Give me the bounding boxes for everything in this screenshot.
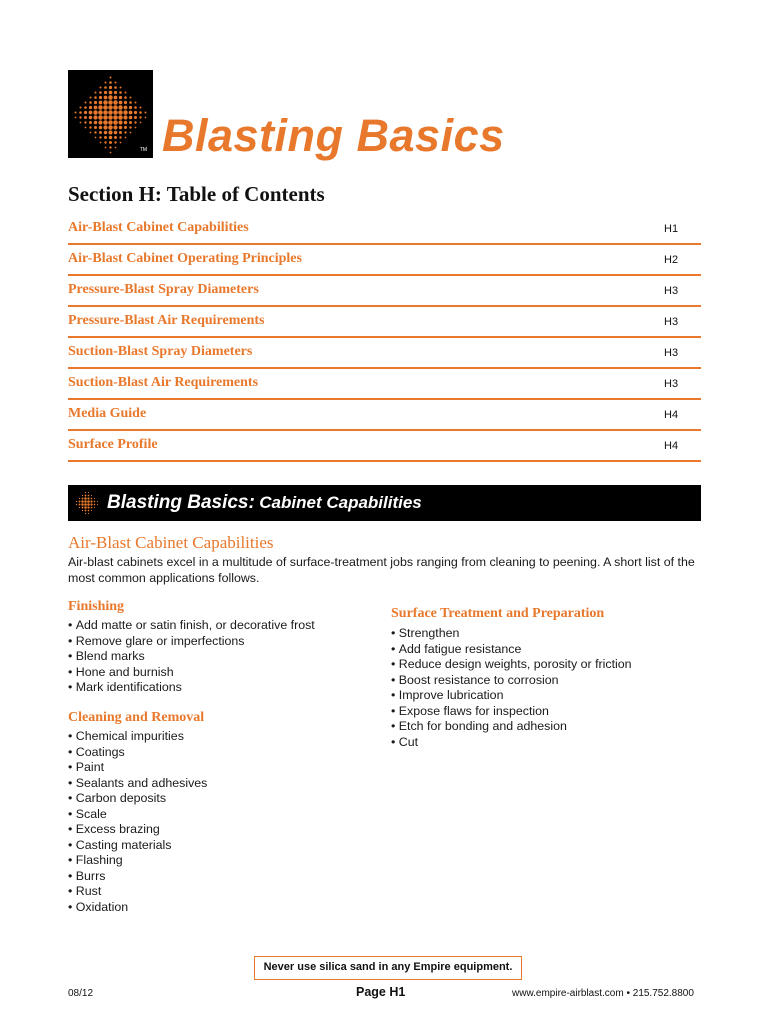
logo-dot bbox=[144, 111, 146, 113]
logo-dot bbox=[79, 111, 82, 114]
logo-dot bbox=[108, 95, 112, 99]
section-intro: Air-blast cabinets excel in a multitude of surface-treatment jobs ranging from cleaning to peening. A short list of the most common applications follows. bbox=[68, 555, 695, 585]
table-of-contents bbox=[68, 214, 701, 462]
toc-row[interactable] bbox=[68, 400, 701, 431]
logo-dot bbox=[119, 131, 122, 134]
logo-dot bbox=[104, 141, 106, 143]
footer-website[interactable]: www.empire-airblast.com • 215.752.8800 bbox=[512, 988, 694, 999]
logo-dot bbox=[89, 101, 92, 104]
logo-dot bbox=[125, 137, 127, 139]
logo-dot bbox=[103, 125, 107, 129]
logo-dot bbox=[109, 141, 112, 144]
logo-dot bbox=[85, 492, 86, 493]
toc-item-label[interactable]: Pressure-Blast Air Requirements bbox=[68, 313, 265, 328]
section-heading: Air-Blast Cabinet Capabilities bbox=[68, 533, 274, 552]
list-item: • Blend marks bbox=[68, 649, 315, 665]
logo-dot bbox=[84, 111, 87, 114]
logo-dot bbox=[82, 495, 83, 496]
toc-item-page: H3 bbox=[664, 347, 679, 359]
list-item: • Excess brazing bbox=[68, 822, 207, 838]
logo-dot bbox=[74, 111, 76, 113]
logo-dot bbox=[87, 503, 90, 506]
logo-dot bbox=[94, 498, 95, 499]
logo-dot bbox=[124, 121, 128, 125]
list-item: • Cut bbox=[391, 735, 632, 751]
list-item: • Mark identifications bbox=[68, 680, 315, 696]
logo-dot bbox=[119, 126, 123, 130]
logo-dot bbox=[76, 504, 77, 505]
logo-dot bbox=[88, 492, 89, 493]
logo-dot bbox=[99, 136, 101, 138]
logo-dot bbox=[113, 115, 118, 120]
logo-dot bbox=[103, 110, 108, 115]
toc-row[interactable] bbox=[68, 245, 701, 276]
logo-dot bbox=[134, 101, 136, 103]
logo-dot bbox=[99, 91, 102, 94]
banner-title bbox=[107, 492, 422, 514]
logo-dot bbox=[110, 152, 112, 154]
finishing-heading: Finishing bbox=[68, 599, 125, 614]
logo-dot bbox=[88, 495, 90, 497]
logo-dot bbox=[124, 131, 126, 133]
logo-dot bbox=[98, 115, 103, 120]
logo-dot bbox=[113, 110, 118, 115]
list-item: • Carbon deposits bbox=[68, 791, 207, 807]
logo-dot bbox=[84, 106, 87, 109]
logo-dot bbox=[108, 105, 113, 110]
logo-dot bbox=[99, 96, 102, 99]
list-item: • Sealants and adhesives bbox=[68, 776, 207, 792]
logo-dot bbox=[123, 115, 127, 119]
list-item: • Hone and burnish bbox=[68, 665, 315, 681]
list-item: • Strengthen bbox=[391, 626, 632, 642]
logo-dot bbox=[129, 106, 132, 109]
logo-dot bbox=[88, 510, 90, 512]
logo-dot bbox=[75, 117, 77, 119]
toc-item-label[interactable]: Pressure-Blast Spray Diameters bbox=[68, 282, 259, 297]
logo-dot bbox=[84, 101, 86, 103]
list-item: • Coatings bbox=[68, 745, 207, 761]
logo-dot bbox=[98, 105, 102, 109]
list-item: • Paint bbox=[68, 760, 207, 776]
logo-dot bbox=[89, 116, 93, 120]
logo-dot bbox=[89, 106, 92, 109]
toc-row[interactable] bbox=[68, 307, 701, 338]
logo-dot bbox=[140, 122, 142, 124]
toc-item-page: H3 bbox=[664, 378, 679, 390]
safety-notice: Never use silica sand in any Empire equipment. bbox=[254, 956, 522, 980]
toc-item-page: H3 bbox=[664, 316, 679, 328]
toc-row[interactable] bbox=[68, 338, 701, 369]
list-item: • Boost resistance to corrosion bbox=[391, 673, 632, 689]
toc-item-label[interactable]: Media Guide bbox=[68, 406, 147, 421]
footer-page-number: Page H1 bbox=[356, 985, 406, 999]
logo-dot bbox=[109, 146, 111, 148]
logo-dot bbox=[90, 503, 92, 505]
banner-title-sub: Cabinet Capabilities bbox=[259, 493, 422, 512]
empire-diamond-logo-icon bbox=[72, 488, 101, 518]
logo-dot bbox=[79, 106, 81, 108]
banner-title-main: Blasting Basics: bbox=[107, 492, 255, 513]
toc-item-page: H4 bbox=[664, 409, 679, 421]
toc-row[interactable] bbox=[68, 214, 701, 245]
logo-dot bbox=[114, 136, 117, 139]
logo-dot bbox=[108, 110, 113, 115]
logo-dot bbox=[119, 91, 122, 94]
logo-dot bbox=[79, 498, 80, 499]
logo-dot bbox=[91, 495, 92, 496]
toc-title: Section H: Table of Contents bbox=[68, 182, 325, 206]
logo-dot bbox=[90, 132, 92, 134]
logo-dot bbox=[98, 120, 102, 124]
logo-dot bbox=[108, 130, 112, 134]
logo-dot bbox=[94, 91, 96, 93]
logo-dot bbox=[134, 106, 137, 109]
list-item: • Casting materials bbox=[68, 838, 207, 854]
cleaning-list bbox=[68, 729, 207, 915]
logo-dot bbox=[97, 501, 98, 502]
logo-dot bbox=[89, 121, 92, 124]
logo-dot bbox=[119, 136, 121, 138]
logo-dot bbox=[104, 96, 108, 100]
logo-dot bbox=[124, 101, 127, 104]
logo-dot bbox=[103, 120, 108, 125]
toc-row[interactable] bbox=[68, 276, 701, 307]
list-item: • Expose flaws for inspection bbox=[391, 704, 632, 720]
logo-dot bbox=[134, 111, 137, 114]
toc-item-page: H3 bbox=[664, 285, 679, 297]
logo-dot bbox=[100, 142, 102, 144]
logo-dot bbox=[108, 100, 113, 105]
logo-dot bbox=[103, 115, 108, 120]
list-item: • Chemical impurities bbox=[68, 729, 207, 745]
logo-dot bbox=[119, 96, 122, 99]
footer-date: 08/12 bbox=[68, 988, 94, 999]
logo-dot bbox=[94, 507, 95, 508]
logo-dot bbox=[114, 86, 117, 89]
logo-dot bbox=[84, 497, 87, 500]
list-item: • Scale bbox=[68, 807, 207, 823]
logo-dot bbox=[113, 120, 118, 125]
logo-dot bbox=[87, 500, 90, 503]
list-item: • Improve lubrication bbox=[391, 688, 632, 704]
logo-dot bbox=[93, 110, 97, 114]
cleaning-heading: Cleaning and Removal bbox=[68, 710, 205, 725]
logo-dot bbox=[124, 106, 128, 110]
logo-dot bbox=[104, 91, 107, 94]
section-banner bbox=[68, 485, 701, 521]
logo-dot bbox=[129, 121, 132, 124]
logo-dot bbox=[89, 96, 91, 98]
logo-dot bbox=[135, 127, 137, 129]
toc-item-page: H1 bbox=[664, 223, 679, 235]
surface-treatment-heading: Surface Treatment and Preparation bbox=[391, 606, 605, 621]
logo-dot bbox=[81, 500, 84, 503]
logo-dot bbox=[99, 126, 103, 130]
logo-dot bbox=[79, 504, 81, 506]
logo-dot bbox=[129, 111, 133, 115]
logo-dot bbox=[114, 81, 116, 83]
logo-dot bbox=[90, 500, 92, 502]
logo-dot bbox=[94, 106, 98, 110]
logo-dot bbox=[84, 506, 87, 509]
list-item: • Reduce design weights, porosity or friction bbox=[391, 657, 632, 673]
logo-dot bbox=[93, 115, 97, 119]
toc-item-label[interactable]: Air-Blast Cabinet Operating Principles bbox=[68, 251, 302, 266]
logo-dot bbox=[99, 131, 102, 134]
list-item: • Remove glare or imperfections bbox=[68, 634, 315, 650]
logo-dot bbox=[94, 504, 96, 506]
logo-dot bbox=[124, 91, 126, 93]
logo-dot bbox=[105, 147, 107, 149]
logo-dot bbox=[129, 101, 132, 104]
list-item: • Oxidation bbox=[68, 900, 207, 916]
logo-dot bbox=[124, 126, 127, 129]
logo-dot bbox=[114, 131, 118, 135]
logo-dot bbox=[104, 81, 106, 83]
logo-dot bbox=[119, 86, 121, 88]
logo-dot bbox=[109, 86, 112, 89]
logo-dot bbox=[84, 503, 87, 506]
logo-dot bbox=[104, 131, 108, 135]
logo-dot bbox=[113, 100, 117, 104]
logo-dot bbox=[118, 105, 122, 109]
logo-dot bbox=[104, 136, 107, 139]
toc-item-label[interactable]: Suction-Blast Air Requirements bbox=[68, 375, 259, 390]
logo-dot bbox=[91, 510, 92, 511]
logo-dot bbox=[89, 126, 91, 128]
list-item: • Etch for bonding and adhesion bbox=[391, 719, 632, 735]
logo-dot bbox=[79, 116, 81, 118]
logo-dot bbox=[99, 86, 101, 88]
logo-dot bbox=[94, 126, 97, 129]
toc-item-label[interactable]: Surface Profile bbox=[68, 437, 158, 452]
logo-dot bbox=[95, 137, 97, 139]
logo-dot bbox=[103, 105, 108, 110]
logo-dot bbox=[108, 120, 113, 125]
toc-row[interactable] bbox=[68, 431, 701, 462]
logo-dot bbox=[109, 136, 113, 140]
logo-dot bbox=[76, 501, 77, 502]
logo-dot bbox=[82, 507, 84, 509]
logo-dot bbox=[113, 125, 117, 129]
list-item: • Flashing bbox=[68, 853, 207, 869]
logo-dot bbox=[87, 506, 89, 508]
logo-dot bbox=[84, 121, 86, 123]
logo-dot bbox=[80, 122, 82, 124]
logo-dot bbox=[118, 110, 123, 115]
surface-treatment-list bbox=[391, 626, 632, 750]
trademark-mark: TM bbox=[139, 147, 147, 153]
logo-dot bbox=[120, 142, 122, 144]
logo-dot bbox=[99, 101, 103, 105]
logo-dot bbox=[134, 121, 136, 123]
logo-dot bbox=[87, 497, 89, 499]
logo-dot bbox=[124, 96, 127, 99]
logo-dot bbox=[94, 101, 97, 104]
logo-dot bbox=[108, 125, 113, 130]
logo-dot bbox=[134, 116, 137, 119]
logo-dot bbox=[85, 510, 87, 512]
logo-dot bbox=[139, 116, 141, 118]
logo-dot bbox=[94, 96, 97, 99]
empire-diamond-logo-icon bbox=[68, 70, 153, 158]
logo-dot bbox=[114, 91, 117, 94]
logo-dot bbox=[94, 501, 96, 503]
toc-item-page: H4 bbox=[664, 440, 679, 452]
list-item: • Add fatigue resistance bbox=[391, 642, 632, 658]
logo-dot bbox=[94, 131, 96, 133]
logo-dot bbox=[88, 513, 89, 514]
logo-dot bbox=[129, 96, 131, 98]
logo-dot bbox=[82, 510, 83, 511]
toc-item-label[interactable]: Suction-Blast Spray Diameters bbox=[68, 344, 253, 359]
logo-dot bbox=[85, 127, 87, 129]
logo-dot bbox=[119, 101, 123, 105]
logo-dot bbox=[109, 91, 113, 95]
logo-dot bbox=[79, 507, 80, 508]
logo-dot bbox=[91, 507, 93, 509]
logo-dot bbox=[81, 503, 84, 506]
logo-dot bbox=[79, 501, 81, 503]
logo-dot bbox=[109, 76, 111, 78]
logo-dot bbox=[85, 495, 87, 497]
logo-dot bbox=[118, 120, 122, 124]
logo-dot bbox=[114, 96, 118, 100]
logo-dot bbox=[108, 115, 113, 120]
list-item: • Rust bbox=[68, 884, 207, 900]
logo-dot bbox=[104, 86, 107, 89]
logo-dot bbox=[89, 111, 93, 115]
finishing-list bbox=[68, 618, 315, 696]
logo-dot bbox=[115, 147, 117, 149]
toc-row[interactable] bbox=[68, 369, 701, 400]
brand-title: Blasting Basics bbox=[162, 110, 505, 161]
toc-item-page: H2 bbox=[664, 254, 679, 266]
logo-dot bbox=[114, 141, 116, 143]
logo-dot bbox=[113, 105, 118, 110]
list-item: • Add matte or satin finish, or decorative frost bbox=[68, 618, 315, 634]
logo-dot bbox=[82, 498, 84, 500]
logo-dot bbox=[123, 110, 127, 114]
logo-dot bbox=[94, 121, 98, 125]
logo-dot bbox=[139, 106, 141, 108]
logo-dot bbox=[85, 513, 86, 514]
logo-dot bbox=[129, 126, 131, 128]
logo-dot bbox=[145, 117, 147, 119]
logo-dot bbox=[118, 115, 123, 120]
logo-dot bbox=[84, 500, 87, 503]
logo-dot bbox=[97, 504, 98, 505]
logo-dot bbox=[103, 100, 107, 104]
toc-item-label[interactable]: Air-Blast Cabinet Capabilities bbox=[68, 220, 249, 235]
logo-dot bbox=[130, 132, 132, 134]
list-item: • Burrs bbox=[68, 869, 207, 885]
logo-dot bbox=[98, 110, 103, 115]
logo-dot bbox=[91, 498, 93, 500]
logo-dot bbox=[139, 111, 142, 114]
logo-dot bbox=[84, 116, 87, 119]
logo-dot bbox=[129, 116, 133, 120]
logo-dot bbox=[109, 81, 112, 84]
